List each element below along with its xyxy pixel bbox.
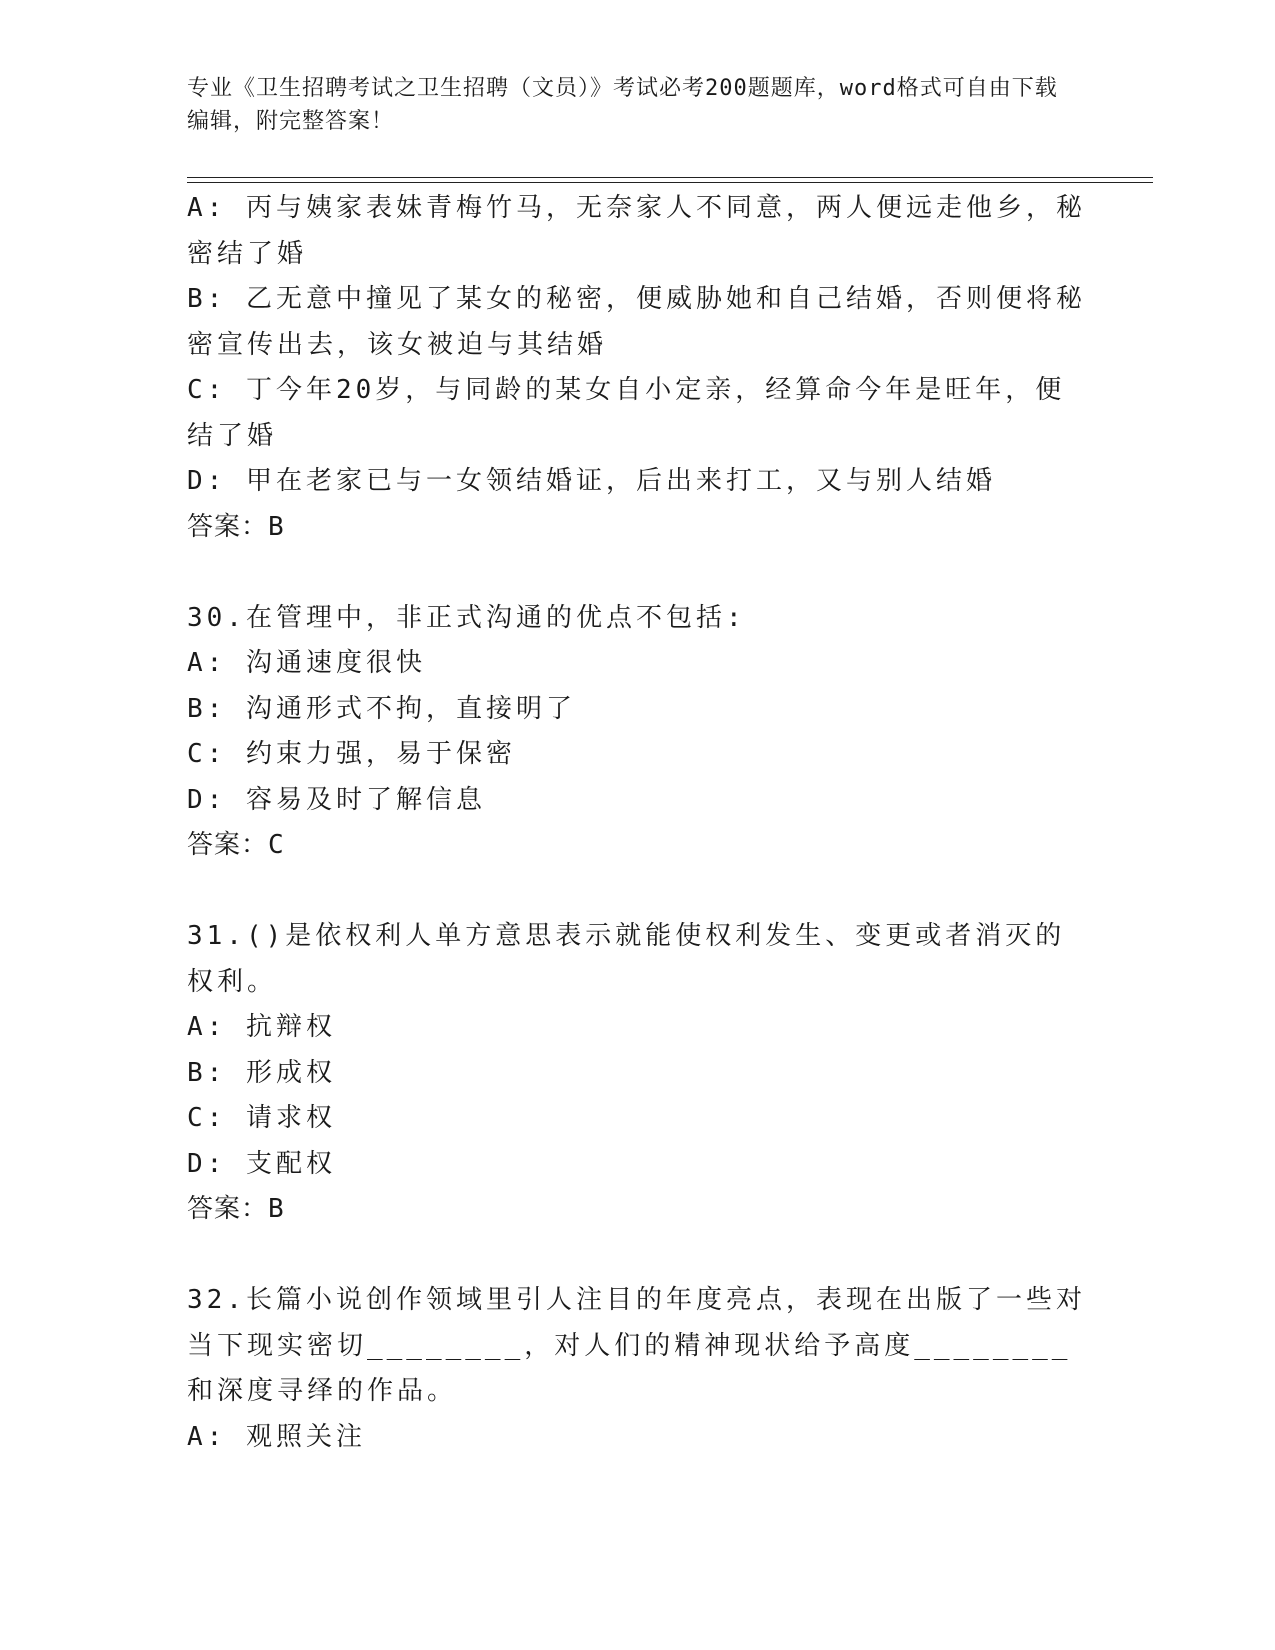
option-a: A: 观照关注 — [187, 1421, 366, 1452]
option-b: B: 沟通形式不拘，直接明了 — [187, 693, 576, 724]
option-d: D: 支配权 — [187, 1148, 336, 1179]
option-b: B: 形成权 — [187, 1057, 336, 1088]
answer-line: 答案：B — [187, 511, 285, 542]
question-stem: 31.()是依权利人单方意思表示就能使权利发生、变更或者消灭的权利。 — [187, 921, 1066, 997]
question-list — [187, 186, 1087, 1460]
option-a: A: 沟通速度很快 — [187, 648, 426, 678]
option-c: C: 请求权 — [187, 1103, 336, 1133]
option-d: D: 容易及时了解信息 — [187, 784, 486, 815]
option-d: D: 甲在老家已与一女领结婚证，后出来打工，又与别人结婚 — [187, 466, 996, 496]
answer-line: 答案：C — [187, 830, 285, 860]
spacer — [187, 869, 1087, 915]
option-c: C: 约束力强，易于保密 — [187, 739, 516, 769]
document-header: 专业《卫生招聘考试之卫生招聘（文员）》考试必考200题题库，word格式可自由下载编辑，附完整答案！ — [187, 76, 1058, 134]
option-a: A: 丙与姨家表妹青梅竹马，无奈家人不同意，两人便远走他乡，秘密结了婚 — [187, 193, 1086, 269]
option-b: B: 乙无意中撞见了某女的秘密，便威胁她和自己结婚，否则便将秘密宣传出去，该女被迫与其结婚 — [187, 284, 1086, 360]
question-32 — [187, 1278, 1087, 1460]
header-divider-top — [187, 177, 1153, 178]
question-30 — [187, 596, 1087, 869]
option-c: C: 丁今年20岁，与同龄的某女自小定亲，经算命今年是旺年，便结了婚 — [187, 375, 1066, 451]
header-divider-bottom — [187, 182, 1153, 183]
question-stem: 30.在管理中，非正式沟通的优点不包括: — [187, 602, 746, 633]
question-29 — [187, 186, 1087, 550]
question-stem: 32.长篇小说创作领域里引人注目的年度亮点，表现在出版了一些对当下现实密切________，对人们的精神现状给予高度________和深度寻绎的作品。 — [187, 1285, 1086, 1406]
option-a: A: 抗辩权 — [187, 1012, 336, 1042]
spacer — [187, 550, 1087, 596]
question-31 — [187, 914, 1087, 1233]
spacer — [187, 1233, 1087, 1279]
answer-line: 答案：B — [187, 1194, 285, 1224]
